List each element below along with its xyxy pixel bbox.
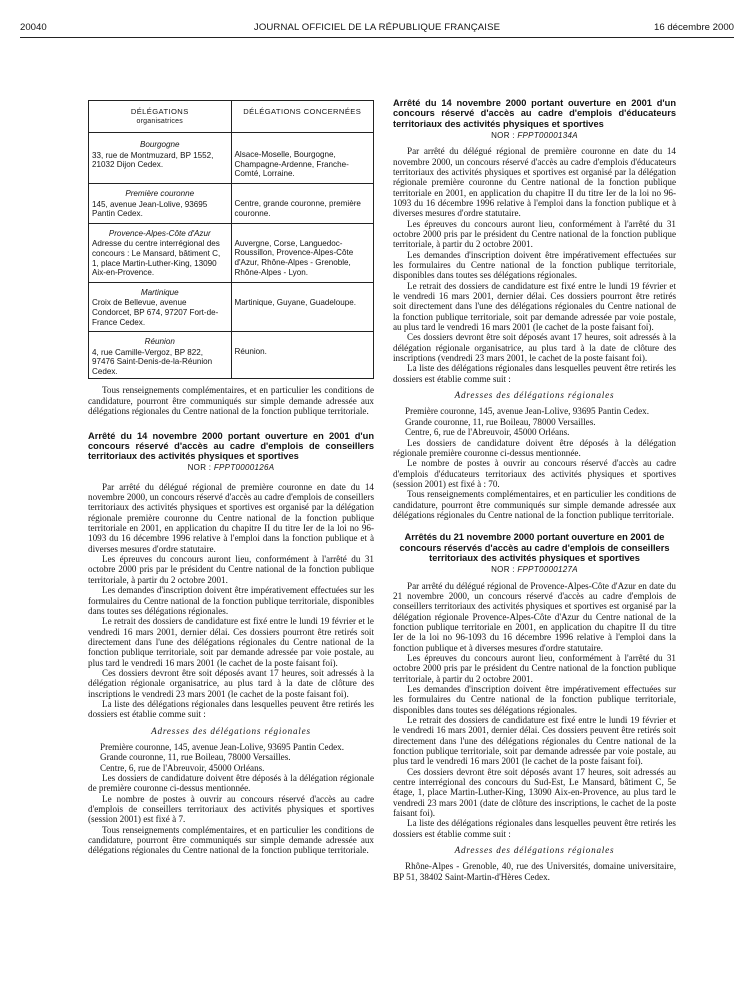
address-line: Rhône-Alpes - Grenoble, 40, rue des Universités, domaine universitaire, BP 51, 38402 Saint-Martin-d'Hères Cedex. xyxy=(393,861,676,882)
table-cell-organizer xyxy=(89,133,232,181)
table-cell-concerned xyxy=(231,329,374,379)
journal-title: JOURNAL OFFICIEL DE LA RÉPUBLIQUE FRANÇAISE xyxy=(253,22,501,33)
paragraph: Par arrêté du délégué régional de Provence-Alpes-Côte d'Azur en date du 21 novembre 2000, un concours réservé d'accès au cadre d'emplois de conseillers territoriaux des activités physiques et sportives est organisé par la délégation régionale Provence-Alpes-Côte d'Azur du Centre national de la fonction publique territoriale en 2001, en application du chapitre II du titre Ier de la loi no 96-1093 du 16 décembre 1996 relative à l'emploi dans la fonction publique et à diverses mesures d'ordre statutaire. xyxy=(393,580,676,653)
nor-label: NOR : xyxy=(491,565,515,575)
issue-date: 16 décembre 2000 xyxy=(653,22,734,33)
decree-title: Arrêtés du 21 novembre 2000 portant ouverture en 2001 de concours réservés d'accès au cadre d'emplois de conseillers territoriaux des activités physiques et sportives xyxy=(399,532,670,563)
concerned-list: Martinique, Guyane, Guadeloupe. xyxy=(234,297,356,307)
paragraph: Les dossiers de candidature doivent être déposés à la délégation régionale première couronne ci-dessus mentionnée. xyxy=(393,437,676,458)
decree-title: Arrêté du 14 novembre 2000 portant ouverture en 2001 d'un concours réservé d'accès au cadre d'emplois d'éducateurs territoriaux des activités physiques et sportives xyxy=(393,98,676,129)
addresses-heading: Adresses des délégations régionales xyxy=(454,845,615,856)
region-address: Croix de Bellevue, avenue Condorcet, BP 674, 97207 Fort-de-France Cedex. xyxy=(92,298,219,327)
table-cell-concerned xyxy=(231,221,374,280)
region-address: 4, rue Camille-Vergoz, BP 822, 97476 Saint-Denis-de-la-Réunion Cedex. xyxy=(92,347,213,376)
paragraph: Le retrait des dossiers de candidature est fixé entre le lundi 19 février et le vendredi 16 mars 2001, dernier délai. Ces dossiers peuvent être retirés soit directement dans l'une des délégations régionales du Centre national de la fonction publique territoriale, soit par demande adressée par voie postale, au plus tard le vendredi 16 mars 2001 (le cachet de la poste faisant foi). xyxy=(393,714,676,767)
paragraph: Tous renseignements complémentaires, et en particulier les conditions de candidature, pourront être communiqués sur simple demande adressée aux délégations régionales du Centre national de la fonction publique territoriale. xyxy=(88,824,374,856)
table-cell-concerned xyxy=(231,280,374,329)
paragraph: Les demandes d'inscription doivent être impérativement effectuées sur les formulaires du Centre national de la fonction publique territoriale, disponibles dans toutes ses délégations régionales. xyxy=(88,585,374,616)
address-line: Première couronne, 145, avenue Jean-Lolive, 93695 Pantin Cedex. xyxy=(100,741,345,752)
region-name: Première couronne xyxy=(125,188,195,198)
paragraph: La liste des délégations régionales dans lesquelles peuvent être retirés les dossiers est établie comme suit : xyxy=(393,818,676,839)
page-header xyxy=(20,22,734,36)
paragraph: La liste des délégations régionales dans lesquelles peuvent être retirés les dossiers est établie comme suit : xyxy=(393,363,676,384)
region-name: Provence-Alpes-Côte d'Azur xyxy=(108,228,211,238)
nor-code: FPPT0000134A xyxy=(517,130,578,140)
region-name: Martinique xyxy=(140,287,179,297)
paragraph: La liste des délégations régionales dans lesquelles peuvent être retirés les dossiers est établie comme suit : xyxy=(88,698,374,720)
col-header-organizers-label: DÉLÉGATIONS xyxy=(130,107,189,116)
concerned-list: Centre, grande couronne, première couronne. xyxy=(234,198,361,218)
region-name: Réunion xyxy=(144,337,175,347)
table-cell-organizer xyxy=(89,181,232,221)
paragraph: Par arrêté du délégué régional de première couronne en date du 14 novembre 2000, un concours réservé d'accès au cadre d'emplois de conseillers territoriaux des activités physiques et sportives est organisé par la délégation régionale première couronne du Centre national de la fonction publique territoriale en 2001, en application du chapitre II du titre Ier de la loi no 96-1093 du 16 décembre 1996 relative à l'emploi dans la fonction publique et à diverses mesures d'ordre statutaire. xyxy=(88,481,374,554)
paragraph: Les épreuves du concours auront lieu, conformément à l'arrêté du 31 octobre 2000 pris par le président du Centre national de la fonction publique territoriale, à partir du 2 octobre 2001. xyxy=(393,218,676,250)
table-cell-concerned xyxy=(231,181,374,221)
nor-reference xyxy=(88,463,374,473)
nor-reference xyxy=(393,131,676,141)
delegations-table xyxy=(88,100,374,379)
nor-label: NOR : xyxy=(491,130,515,140)
col-header-concerned: DÉLÉGATIONS CONCERNÉES xyxy=(231,101,374,133)
paragraph: Le retrait des dossiers de candidature est fixé entre le lundi 19 février et le vendredi 16 mars 2001, dernier délai. Ces dossiers pourront être retirés soit directement dans l'une des délégations régionales du Centre national de la fonction publique territoriale, soit par demande adressée par voie postale, au plus tard le vendredi 16 mars 2001 (le cachet de la poste faisant foi). xyxy=(88,616,374,668)
paragraph: Ces dossiers devront être soit déposés avant 17 heures, soit adressés au centre interrégional des concours du Sud-Est, Le Mansard, bâtiment C, 5e étage, 1, place Martin-Luther-King, 13090 Aix-en-Provence, au plus tard le vendredi 23 mars 2001 (date de clôture des inscriptions, le cachet de la poste faisant foi). xyxy=(393,766,676,819)
paragraph: Les demandes d'inscription doivent être impérativement effectuées sur les formulaires du Centre national de la fonction publique territoriale, disponibles dans toutes ses délégations régionales. xyxy=(393,249,676,281)
address-line: Centre, 6, rue de l'Abreuvoir, 45000 Orléans. xyxy=(405,427,570,438)
address-line: Première couronne, 145, avenue Jean-Lolive, 93695 Pantin Cedex. xyxy=(405,406,650,417)
page-number: 20040 xyxy=(20,22,47,33)
paragraph: Les demandes d'inscription doivent être impérativement effectuées sur les formulaires du Centre national de la fonction publique territoriale, disponibles dans toutes ses délégations régionales. xyxy=(393,683,676,715)
paragraph: Les épreuves du concours auront lieu, conformément à l'arrêté du 31 octobre 2000 pris par le président du Centre national de la fonction publique territoriale, à partir du 2 octobre 2001. xyxy=(88,554,374,585)
left-column xyxy=(88,100,374,856)
table-cell-concerned xyxy=(231,133,374,181)
nor-label: NOR : xyxy=(187,463,212,473)
paragraph: Ces dossiers devront être soit déposés avant 17 heures, soit adressés à la délégation régionale organisatrice, au plus tard à la date de clôture des inscriptions (vendredi 23 mars 2001, le cachet de la poste faisant foi). xyxy=(393,332,676,364)
table-cell-organizer xyxy=(89,329,232,379)
paragraph: Les épreuves du concours auront lieu, conformément à l'arrêté du 31 octobre 2000 pris par le président du Centre national de la fonction publique territoriale, à partir du 2 octobre 2001. xyxy=(393,652,676,684)
nor-code: FPPT0000126A xyxy=(213,463,275,473)
table-cell-organizer xyxy=(89,221,232,280)
concerned-list: Alsace-Moselle, Bourgogne, Champagne-Ardenne, Franche-Comté, Lorraine. xyxy=(234,150,349,179)
paragraph: Le retrait des dossiers de candidature est fixé entre le lundi 19 février et le vendredi 16 mars 2001, dernier délai. Ces dossiers pourront être retirés soit directement dans l'une des délégations régionales du Centre national de la fonction publique territoriale, soit par demande adressée par voie postale, au plus tard le vendredi 16 mars 2001 (le cachet de la poste faisant foi). xyxy=(393,280,676,333)
table-row xyxy=(89,280,374,329)
region-address: 145, avenue Jean-Lolive, 93695 Pantin Cedex. xyxy=(92,199,208,219)
address-line: Centre, 6, rue de l'Abreuvoir, 45000 Orléans. xyxy=(100,762,265,773)
paragraph: Ces dossiers devront être soit déposés avant 17 heures, soit adressés à la délégation régionale organisatrice, au plus tard à la date de clôture des inscriptions le vendredi 23 mars 2001 (le cachet de la poste faisant foi). xyxy=(88,667,374,699)
col-header-organizers-sub: organisatrices xyxy=(136,117,183,125)
region-address: Adresse du centre interrégional des concours : Le Mansard, bâtiment C, 1, place Martin-Luther-King, 13090 Aix-en-Provence. xyxy=(92,239,221,278)
paragraph: Le nombre de postes à ouvrir au concours réservé d'accès au cadre d'emplois d'éducateurs territoriaux des activités physiques et sportives (session 2001) est fixé à : 70. xyxy=(393,458,676,489)
right-column xyxy=(393,98,676,882)
addresses-heading: Adresses des délégations régionales xyxy=(151,725,311,736)
paragraph: Tous renseignements complémentaires, et en particulier les conditions de candidature, pourront être communiqués sur simple demande adressée aux délégations régionales du Centre national de la fonction publique territoriale. xyxy=(393,489,676,520)
paragraph: Le nombre de postes à ouvrir au concours réservé d'accès au cadre d'emplois de conseillers territoriaux des activités physiques et sportives (session 2001) est fixé à 7. xyxy=(88,793,374,825)
table-header-row xyxy=(89,101,374,133)
paragraph: Les dossiers de candidature doivent être déposés à la délégation régionale de première couronne ci-dessus mentionnée. xyxy=(88,773,374,794)
nor-reference xyxy=(393,565,676,575)
table-row xyxy=(89,221,374,280)
concerned-list: Auvergne, Corse, Languedoc-Roussillon, Provence-Alpes-Côte d'Azur, Rhône-Alpes - Grenoble, Rhône-Alpes - Lyon. xyxy=(234,238,354,277)
table-row xyxy=(89,133,374,181)
region-address: 33, rue de Montmuzard, BP 1552, 21032 Dijon Cedex. xyxy=(92,150,214,170)
region-name: Bourgogne xyxy=(139,140,180,150)
address-line: Grande couronne, 11, rue Boileau, 78000 Versailles. xyxy=(405,416,596,427)
addresses-heading: Adresses des délégations régionales xyxy=(454,390,615,401)
table-cell-organizer xyxy=(89,280,232,329)
decree-title: Arrêté du 14 novembre 2000 portant ouverture en 2001 d'un concours réservé d'accès au cadre d'emplois de conseillers territoriaux des activités physiques et sportives xyxy=(88,430,374,462)
col-header-organizers xyxy=(89,101,232,133)
paragraph: Par arrêté du délégué régional de première couronne en date du 14 novembre 2000, un concours réservé d'accès au cadre d'emplois d'éducateurs territoriaux des activités physiques et sportives est organisé par la délégation régionale première couronne du Centre national de la fonction publique territoriale en 2001, en application du chapitre II du titre Ier de la loi no 96-1093 du 16 décembre 1996 relative à l'emploi dans la fonction publique et à diverses mesures d'ordre statutaire. xyxy=(393,146,676,219)
address-line: Grande couronne, 11, rue Boileau, 78000 Versailles. xyxy=(100,752,291,763)
table-row xyxy=(89,181,374,221)
concerned-list: Réunion. xyxy=(234,347,267,357)
nor-code: FPPT0000127A xyxy=(517,565,578,575)
header-rule xyxy=(20,37,734,38)
table-row xyxy=(89,329,374,379)
paragraph: Tous renseignements complémentaires, et en particulier les conditions de candidature, pourront être communiqués sur simple demande adressée aux délégations régionales du Centre national de la fonction publique territoriale. xyxy=(88,385,374,417)
